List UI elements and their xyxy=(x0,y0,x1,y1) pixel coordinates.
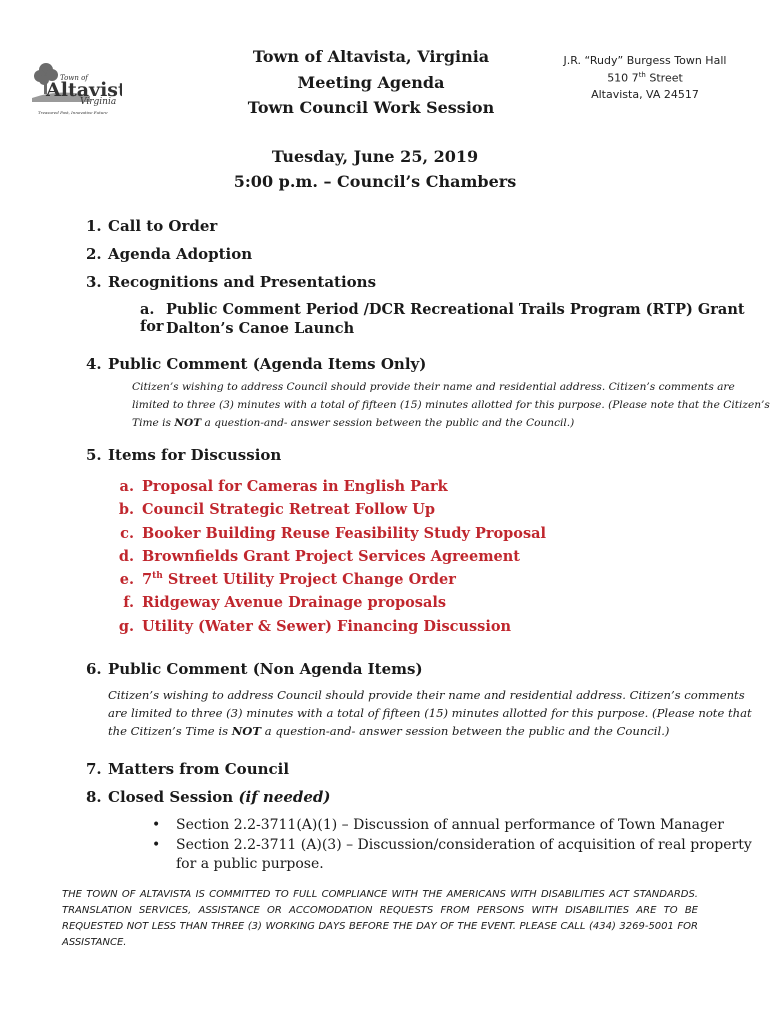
logo-tree-icon xyxy=(30,58,122,122)
agenda-item-3a: a. Public Comment Period /DCR Recreational Trails Program (RTP) Grant for xyxy=(140,301,745,335)
ada-compliance-notice: THE TOWN OF ALTAVISTA IS COMMITTED TO FULL COMPLIANCE WITH THE AMERICANS WITH DISABILITIES ACT STANDARDS. TRANSLATION SERVICES, ASSISTANCE OR ACCOMODATION REQUESTS FROM PERSONS WITH DISABILITIES ARE TO BE REQUESTED NOT LESS THAN THREE (3) WORKING DAYS BEFORE THE DAY OF THE EVENT. PLEASE CALL (434) 3269-5001 FOR ASSISTANCE. xyxy=(62,889,698,948)
agenda-item-4: 4. Public Comment (Agenda Items Only) xyxy=(86,355,427,373)
agenda-item-3a-cont: Dalton’s Canoe Launch xyxy=(166,320,355,337)
meeting-time: 5:00 p.m. – Council’s Chambers xyxy=(233,172,517,191)
svg-text:Altavista: Altavis xyxy=(46,79,119,101)
item-6-note: Citizen’s wishing to address Council should provide their name and residential address. Citizen’s comments are limited to three (3) minutes with a total of fifteen (15) minutes allotted for this purpose. (Please note that the Citizen’s Time is NOT a question-and- answer session between the public and the Council.) xyxy=(108,688,752,738)
svg-text:Treasured Past, Innovative Fut: Treasured Past, Innovative Future xyxy=(38,110,108,115)
discussion-item-b: b. Council Strategic Retreat Follow Up xyxy=(118,501,435,519)
discussion-item-c: c. Booker Building Reuse Feasibility Study Proposal xyxy=(120,524,547,542)
agenda-item-2: 2. Agenda Adoption xyxy=(86,245,253,263)
discussion-item-d: d. Brownfields Grant Project Services Agreement xyxy=(118,547,521,565)
title-line-3: Town Council Work Session xyxy=(247,98,495,117)
closed-session-bullet-2: • Section 2.2-3711 (A)(3) – Discussion/consideration of acquisition of real property xyxy=(152,837,752,853)
svg-text:Town of: Town of xyxy=(60,74,88,82)
svg-text:Virginia: Virginia xyxy=(80,97,117,107)
closed-session-bullet-2-cont: for a public purpose. xyxy=(176,856,324,872)
title-line-2: Meeting Agenda xyxy=(297,73,445,92)
address-line-2: 510 7th Street xyxy=(607,71,683,85)
town-logo xyxy=(30,58,122,122)
item-4-note: Citizen’s wishing to address Council should provide their name and residential address. Citizen’s comments are limited to three (3) minutes with a total of fifteen (15) minutes allotted for this purpose. (Please note that the Citizen’s Time is NOT a question-and- answer session between the public and the Council.) xyxy=(132,381,770,429)
closed-session-bullet-1: • Section 2.2-3711(A)(1) – Discussion of annual performance of Town Manager xyxy=(152,817,724,833)
discussion-item-e: e. 7th Street Utility Project Change Order xyxy=(119,571,456,589)
agenda-item-3: 3. Recognitions and Presentations xyxy=(86,273,377,291)
agenda-item-6: 6. Public Comment (Non Agenda Items) xyxy=(86,660,423,678)
address-line-3: Altavista, VA 24517 xyxy=(591,88,699,101)
agenda-item-8: 8. Closed Session (if needed) xyxy=(86,788,331,806)
title-line-1: Town of Altavista, Virginia xyxy=(252,47,490,66)
discussion-item-f: f. Ridgeway Avenue Drainage proposals xyxy=(123,594,447,612)
discussion-item-a: a. Proposal for Cameras in English Park xyxy=(119,478,448,495)
discussion-items-list xyxy=(110,478,546,641)
address-line-1: J.R. “Rudy” Burgess Town Hall xyxy=(563,54,727,67)
agenda-item-5: 5. Items for Discussion xyxy=(86,446,282,464)
agenda-item-7: 7. Matters from Council xyxy=(86,760,290,778)
agenda-item-1: 1. Call to Order xyxy=(86,217,218,235)
discussion-item-g: g. Utility (Water & Sewer) Financing Discussion xyxy=(118,617,512,635)
bullet-icon: • xyxy=(152,837,161,853)
meeting-date: Tuesday, June 25, 2019 xyxy=(271,147,479,166)
bullet-icon: • xyxy=(152,817,161,833)
